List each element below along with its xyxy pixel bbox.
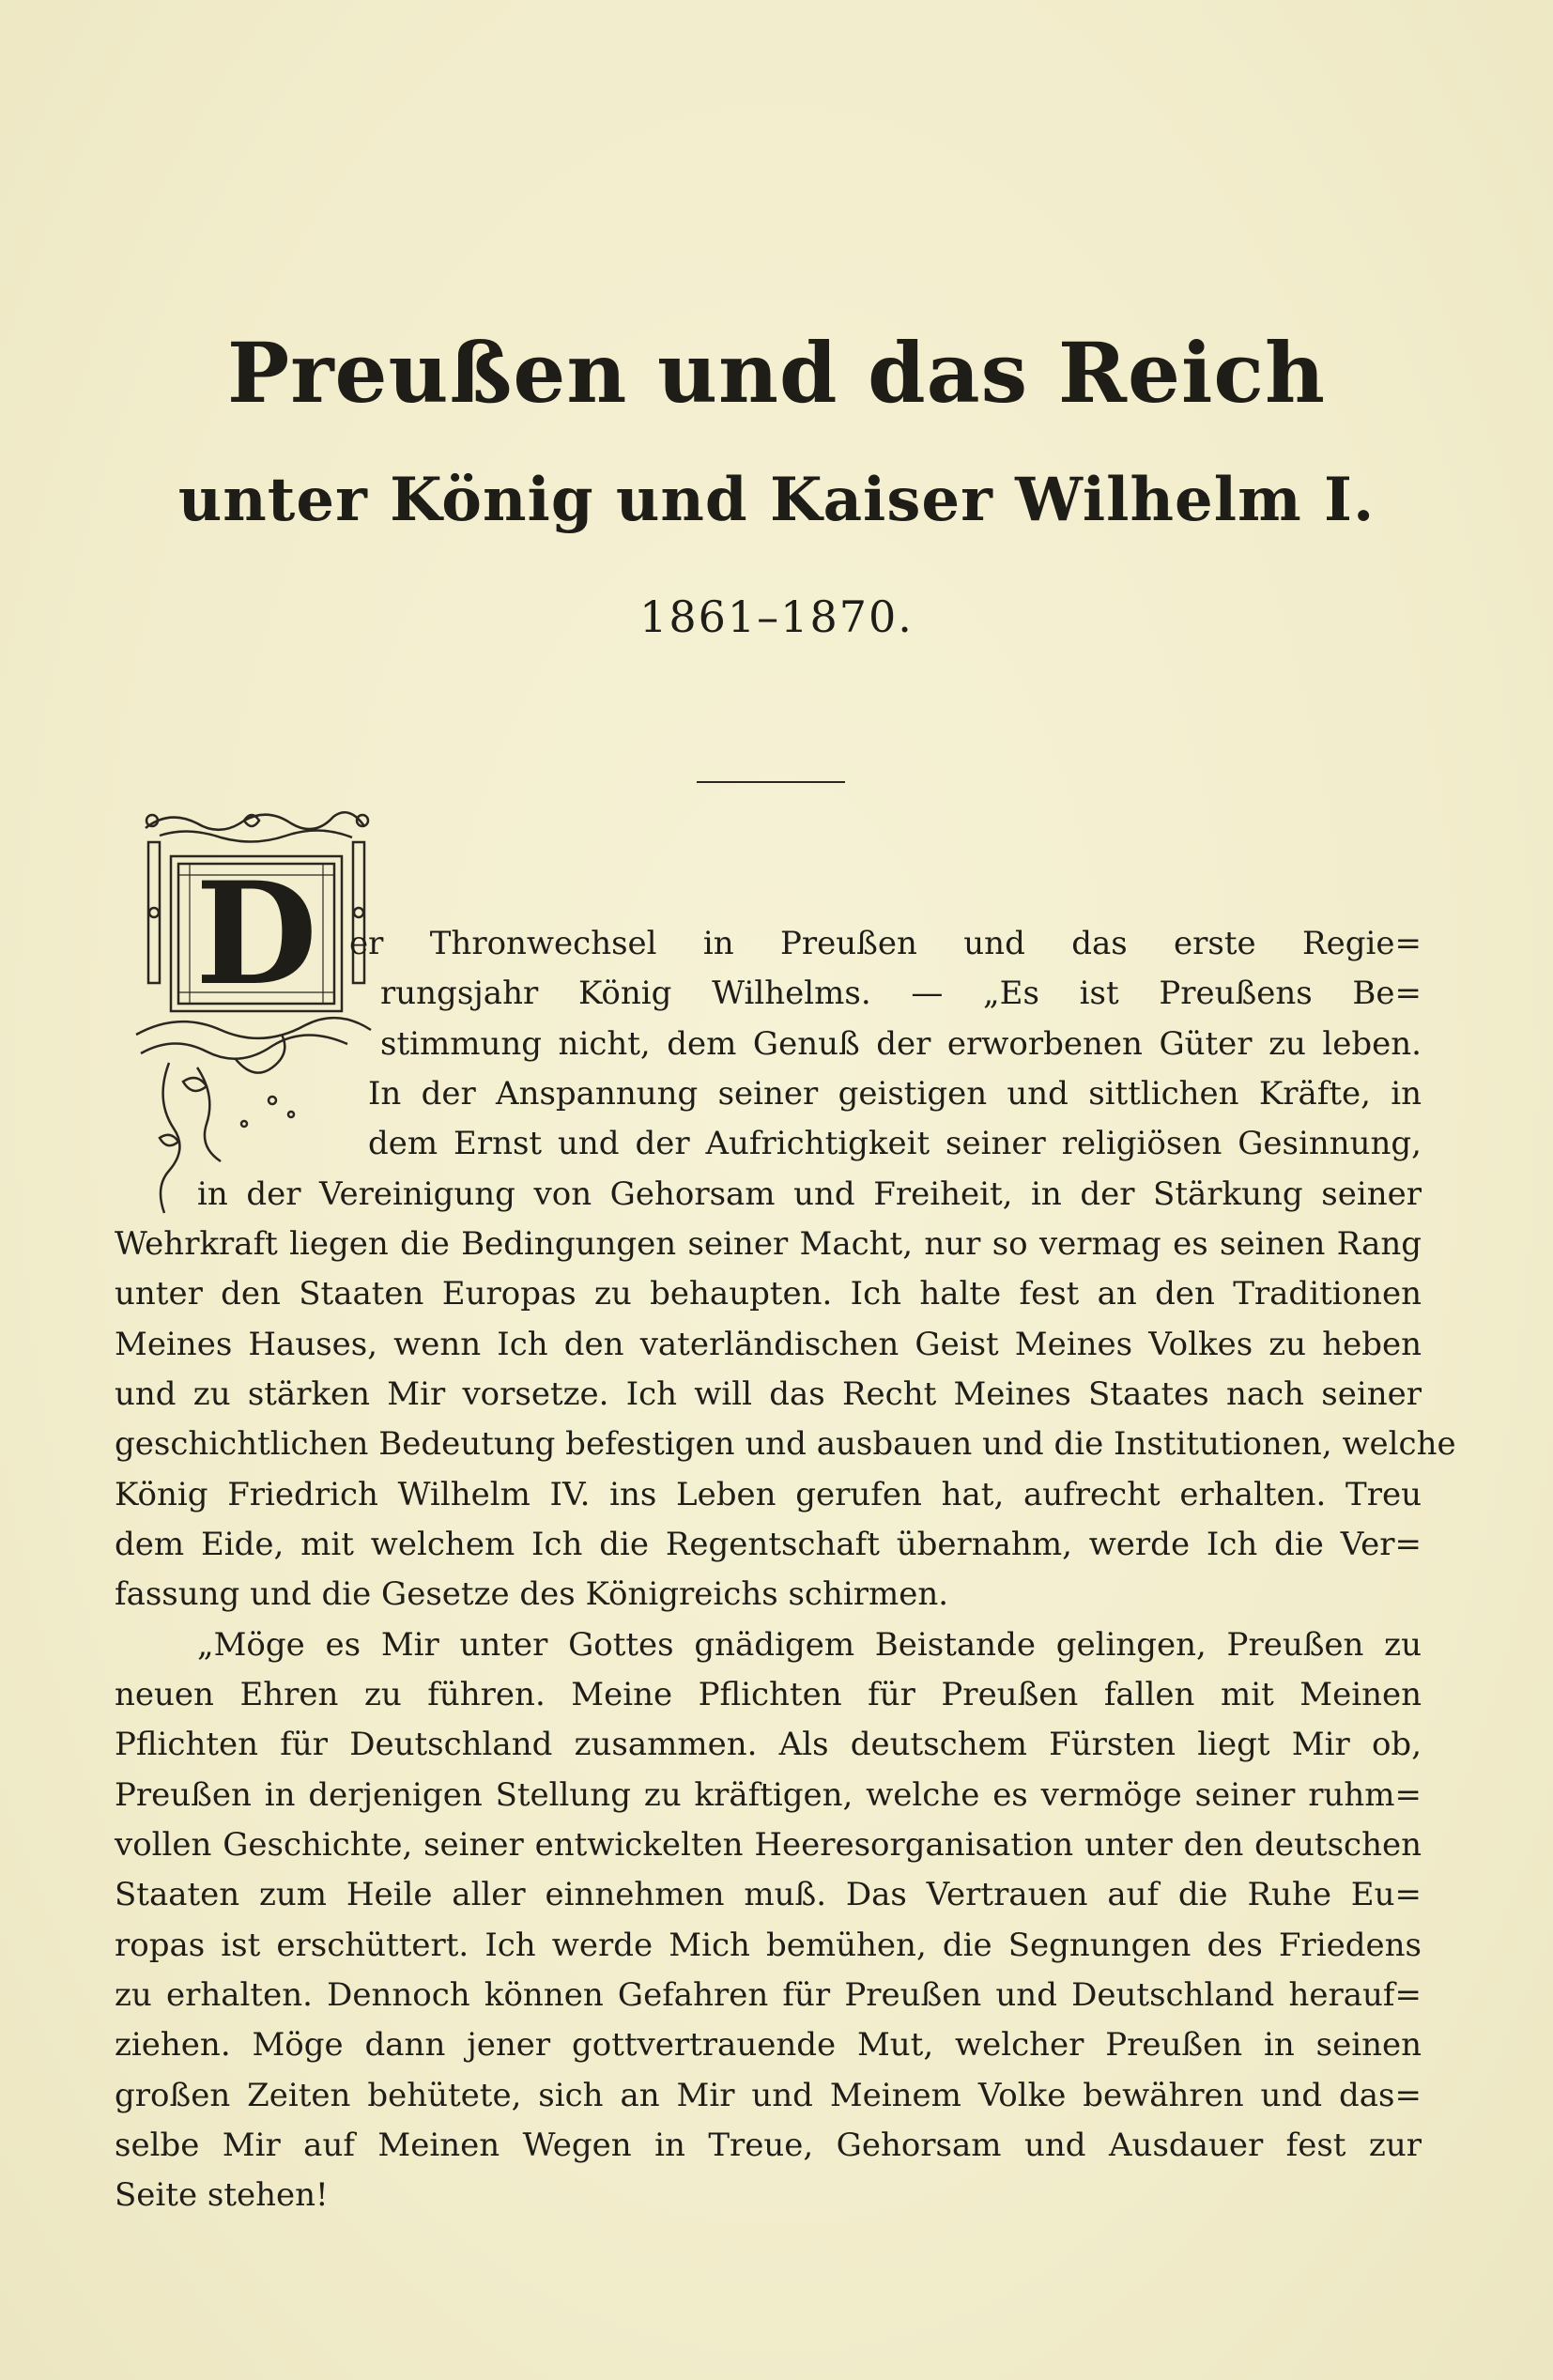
text-line: in der Vereinigung von Gehorsam und Freiheit, in der Stärkung seiner — [197, 1175, 1422, 1213]
text-line: „Möge es Mir unter Gottes gnädigem Beistande gelingen, Preußen zu — [197, 1626, 1422, 1664]
text-line: zu erhalten. Dennoch können Gefahren für Preußen und Deutschland herauf= — [115, 1976, 1422, 2014]
text-line: Preußen in derjenigen Stellung zu kräftigen, welche es vermöge seiner ruhm= — [115, 1776, 1422, 1814]
text-line: neuen Ehren zu führen. Meine Pflichten für Preußen fallen mit Meinen — [115, 1676, 1422, 1713]
text-line: vollen Geschichte, seiner entwickelten Heeresorganisation unter den deutschen — [115, 1826, 1422, 1864]
text-line: er Thronwechsel in Preußen und das erste Regie= — [349, 925, 1422, 962]
text-line: Seite stehen! — [115, 2176, 329, 2214]
text-line: Pflichten für Deutschland zusammen. Als deutschem Fürsten liegt Mir ob, — [115, 1726, 1422, 1763]
text-line: Wehrkraft liegen die Bedingungen seiner Macht, nur so vermag es seinen Rang — [115, 1225, 1422, 1263]
text-line: und zu stärken Mir vorsetze. Ich will das Recht Meines Staates nach seiner — [115, 1375, 1422, 1413]
text-line: Meines Hauses, wenn Ich den vaterländischen Geist Meines Volkes zu heben — [115, 1326, 1422, 1363]
text-line: unter den Staaten Europas zu behaupten. Ich halte fest an den Traditionen — [115, 1275, 1422, 1313]
text-line: dem Eide, mit welchem Ich die Regentschaft übernahm, werde Ich die Ver= — [115, 1526, 1422, 1563]
text-line: rungsjahr König Wilhelms. — „Es ist Preußens Be= — [380, 975, 1422, 1012]
text-line: großen Zeiten behütete, sich an Mir und Meinem Volke bewähren und das= — [115, 2077, 1422, 2114]
text-line: König Friedrich Wilhelm IV. ins Leben gerufen hat, aufrecht erhalten. Treu — [115, 1476, 1422, 1513]
text-line: stimmung nicht, dem Genuß der erworbenen Güter zu leben. — [380, 1025, 1422, 1063]
text-line: ropas ist erschüttert. Ich werde Mich bemühen, die Segnungen des Friedens — [115, 1927, 1422, 1964]
text-line: geschichtlichen Bedeutung befestigen und ausbauen und die Institutionen, welche — [115, 1425, 1456, 1463]
initial-letter: D — [194, 852, 318, 1017]
page-subtitle: unter König und Kaiser Wilhelm I. — [177, 465, 1376, 535]
text-line: In der Anspannung seiner geistigen und sittlichen Kräfte, in — [368, 1075, 1422, 1113]
text-line: ziehen. Möge dann jener gottvertrauende Mut, welcher Preußen in seinen — [115, 2026, 1422, 2064]
text-line: fassung und die Gesetze des Königreichs schirmen. — [115, 1575, 949, 1613]
text-line: selbe Mir auf Meinen Wegen in Treue, Gehorsam und Ausdauer fest zur — [115, 2127, 1422, 2164]
text-line: dem Ernst und der Aufrichtigkeit seiner religiösen Gesinnung, — [368, 1125, 1422, 1162]
page-title: Preußen und das Reich — [227, 324, 1326, 422]
text-line: Staaten zum Heile aller einnehmen muß. Das Vertrauen auf die Ruhe Eu= — [115, 1876, 1422, 1913]
year-range: 1861–1870. — [639, 591, 914, 642]
